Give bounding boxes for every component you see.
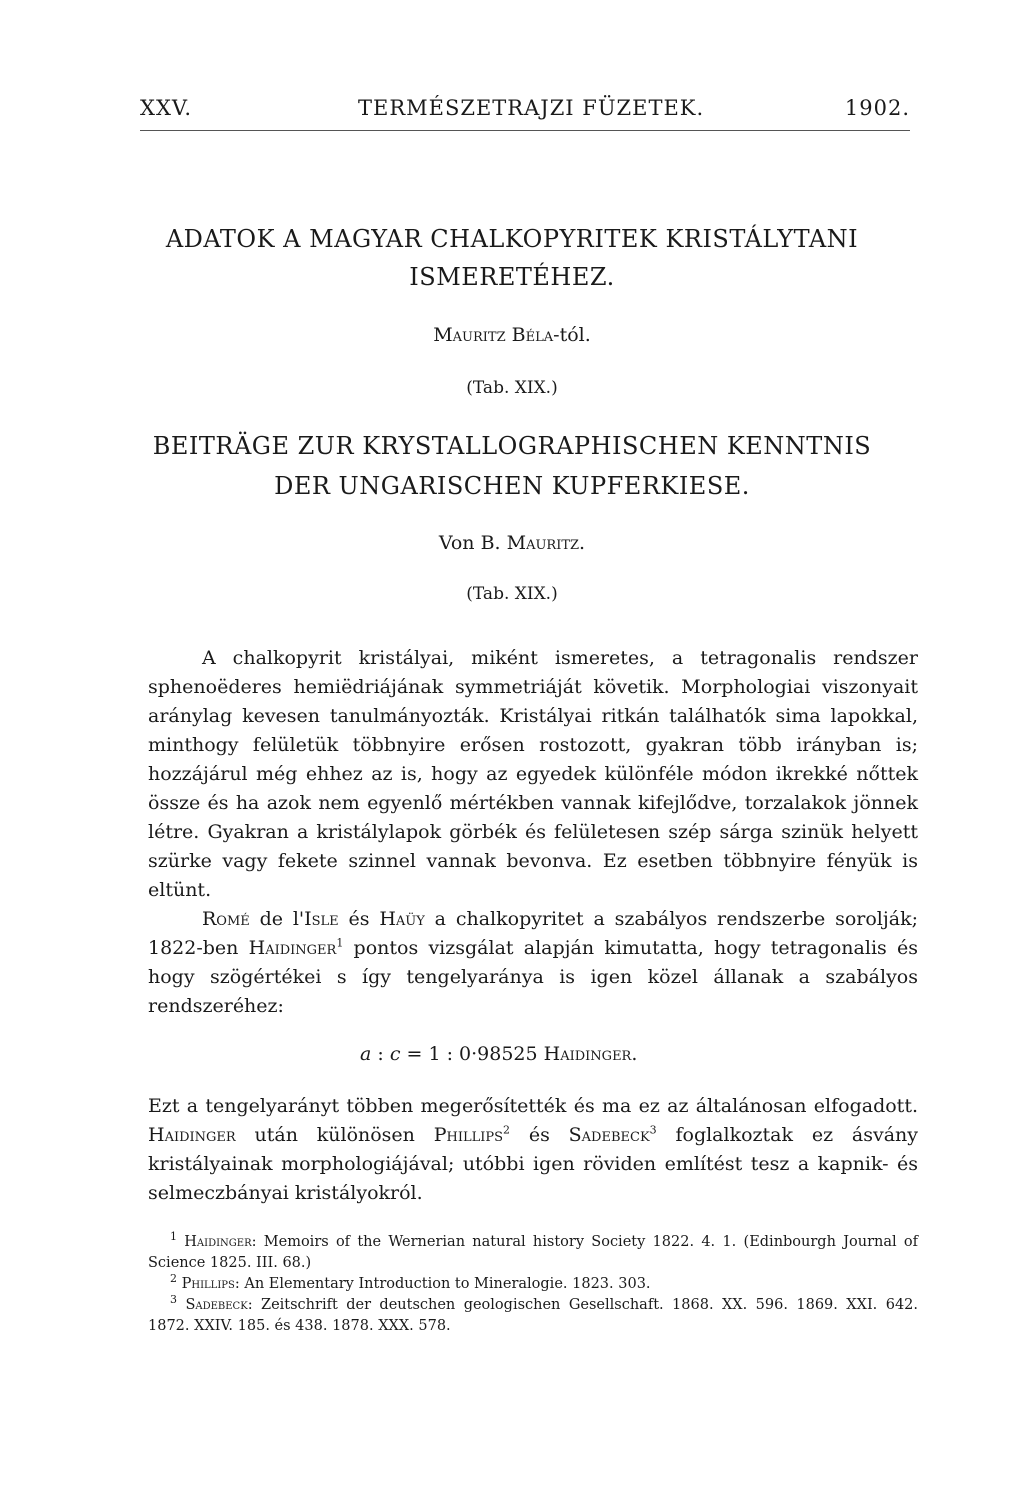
formula-colon: : bbox=[371, 1043, 390, 1065]
hungarian-author-suffix: -tól. bbox=[553, 324, 591, 346]
author-ref-phillips: Phillips bbox=[433, 1124, 504, 1146]
footnote-2 bbox=[148, 1274, 918, 1295]
footnote-number: 3 bbox=[170, 1293, 177, 1307]
publication-year: 1902. bbox=[844, 96, 910, 120]
text-run: Ezt a tengelyarányt többen megerősítették és ma ez az általánosan elfogadott. bbox=[148, 1095, 918, 1117]
text-run: után különösen bbox=[235, 1124, 434, 1146]
hungarian-author bbox=[120, 324, 904, 346]
text-run: és bbox=[338, 908, 380, 930]
german-plate-reference: (Tab. XIX.) bbox=[466, 584, 558, 604]
text-run: a chalkopyritet a szabályos rendszerbe sorolják; 1822-ben bbox=[148, 908, 918, 959]
footnote-author: Phillips bbox=[181, 1276, 235, 1292]
footnote-3 bbox=[148, 1295, 918, 1337]
author-ref-rome: Romé bbox=[202, 908, 250, 930]
hungarian-author-name: Mauritz Béla bbox=[433, 324, 554, 346]
footnotes bbox=[148, 1232, 918, 1337]
text-run: de l' bbox=[249, 908, 305, 930]
footnote-marker: 1 bbox=[336, 936, 344, 950]
author-ref-isle: Isle bbox=[304, 908, 339, 930]
footnote-text: : Zeitschrift der deutschen geologischen Gesellschaft. 1868. XX. 596. 1869. XXI. 642. 1872. XXIV. 185. és 438. 1878. XXX. 578. bbox=[148, 1297, 919, 1334]
german-author-prefix: Von B. bbox=[438, 532, 507, 554]
german-title-line-1: BEITRÄGE ZUR KRYSTALLOGRAPHISCHEN KENNTNIS bbox=[152, 432, 872, 460]
author-ref-haidinger: Haidinger bbox=[248, 937, 337, 959]
german-title-line-2: DER UNGARISCHEN KUPFERKIESE. bbox=[274, 472, 750, 500]
footnote-marker: 3 bbox=[649, 1123, 657, 1137]
formula-a: a bbox=[360, 1043, 372, 1065]
formula-c: c bbox=[389, 1043, 401, 1065]
paragraph-1: A chalkopyrit kristályai, miként ismeretes, a tetragonalis rendszer sphenoëderes hemiëdriájának symmetriáját követik. Morphologiai viszonyait aránylag kevesen tanulmányozták. Kristályai ritkán találhatók sima lapokkal, minthogy felületük többnyire erősen rostozott, gyakran több irányban is; hozzájárul még ehhez az is, hogy az egyedek különféle módon ikrekké nőttek össze és ha azok nem egyenlő mértékben vannak kifejlődve, torzalakok jönnek létre. Gyakran a kristálylapok görbék és felületesen szép sárga szinük helyett szürke vagy fekete szinnel vannak bevonva. Ez esetben többnyire fényük is eltünt. bbox=[148, 647, 918, 901]
body-part-2 bbox=[148, 1092, 918, 1208]
body-part-1 bbox=[148, 644, 918, 1021]
hungarian-title-line-2: ISMERETÉHEZ. bbox=[409, 263, 615, 291]
formula-author: Haidinger. bbox=[543, 1043, 638, 1065]
footnote-author: Haidinger bbox=[184, 1234, 252, 1250]
paragraph-2 bbox=[148, 905, 918, 1021]
axial-ratio-formula bbox=[360, 1043, 637, 1065]
footnote-author: Sadebeck bbox=[185, 1297, 248, 1313]
formula-value: = 1 : 0·98525 bbox=[400, 1043, 544, 1065]
text-run: és bbox=[510, 1124, 569, 1146]
author-ref-hauy: Haüy bbox=[379, 908, 425, 930]
journal-title: TERMÉSZETRAJZI FÜZETEK. bbox=[358, 96, 705, 120]
footnote-number: 1 bbox=[170, 1230, 177, 1244]
author-ref-haidinger: Haidinger bbox=[148, 1124, 236, 1146]
author-ref-sadebeck: Sadebeck bbox=[568, 1124, 650, 1146]
footnote-1 bbox=[148, 1232, 918, 1274]
hungarian-plate-reference: (Tab. XIX.) bbox=[466, 378, 558, 398]
footnote-text: : An Elementary Introduction to Mineralogie. 1823. 303. bbox=[234, 1276, 651, 1292]
text-run: pontos vizsgálat alapján kimutatta, hogy tetragonalis és hogy szögértékei s így tengelyaránya is igen közel állanak a szabályos rendszeréhez: bbox=[148, 937, 918, 1017]
german-author bbox=[120, 532, 904, 554]
running-header bbox=[140, 96, 910, 131]
paragraph-3 bbox=[148, 1092, 918, 1208]
footnote-text: : Memoirs of the Wernerian natural history Society 1822. 4. 1. (Edinbourgh Journal of Science 1825. III. 68.) bbox=[148, 1234, 918, 1271]
text-run: foglalkoztak ez ásvány kristályainak morphologiájával; utóbbi igen röviden említést tesz a kapnik- és selmeczbányai kristályokról. bbox=[148, 1124, 918, 1204]
footnote-marker: 2 bbox=[503, 1123, 511, 1137]
volume-number: XXV. bbox=[140, 96, 193, 120]
german-author-name: Mauritz. bbox=[506, 532, 586, 554]
hungarian-title-line-1: ADATOK A MAGYAR CHALKOPYRITEK KRISTÁLYTANI bbox=[165, 225, 859, 253]
footnote-number: 2 bbox=[170, 1272, 177, 1286]
